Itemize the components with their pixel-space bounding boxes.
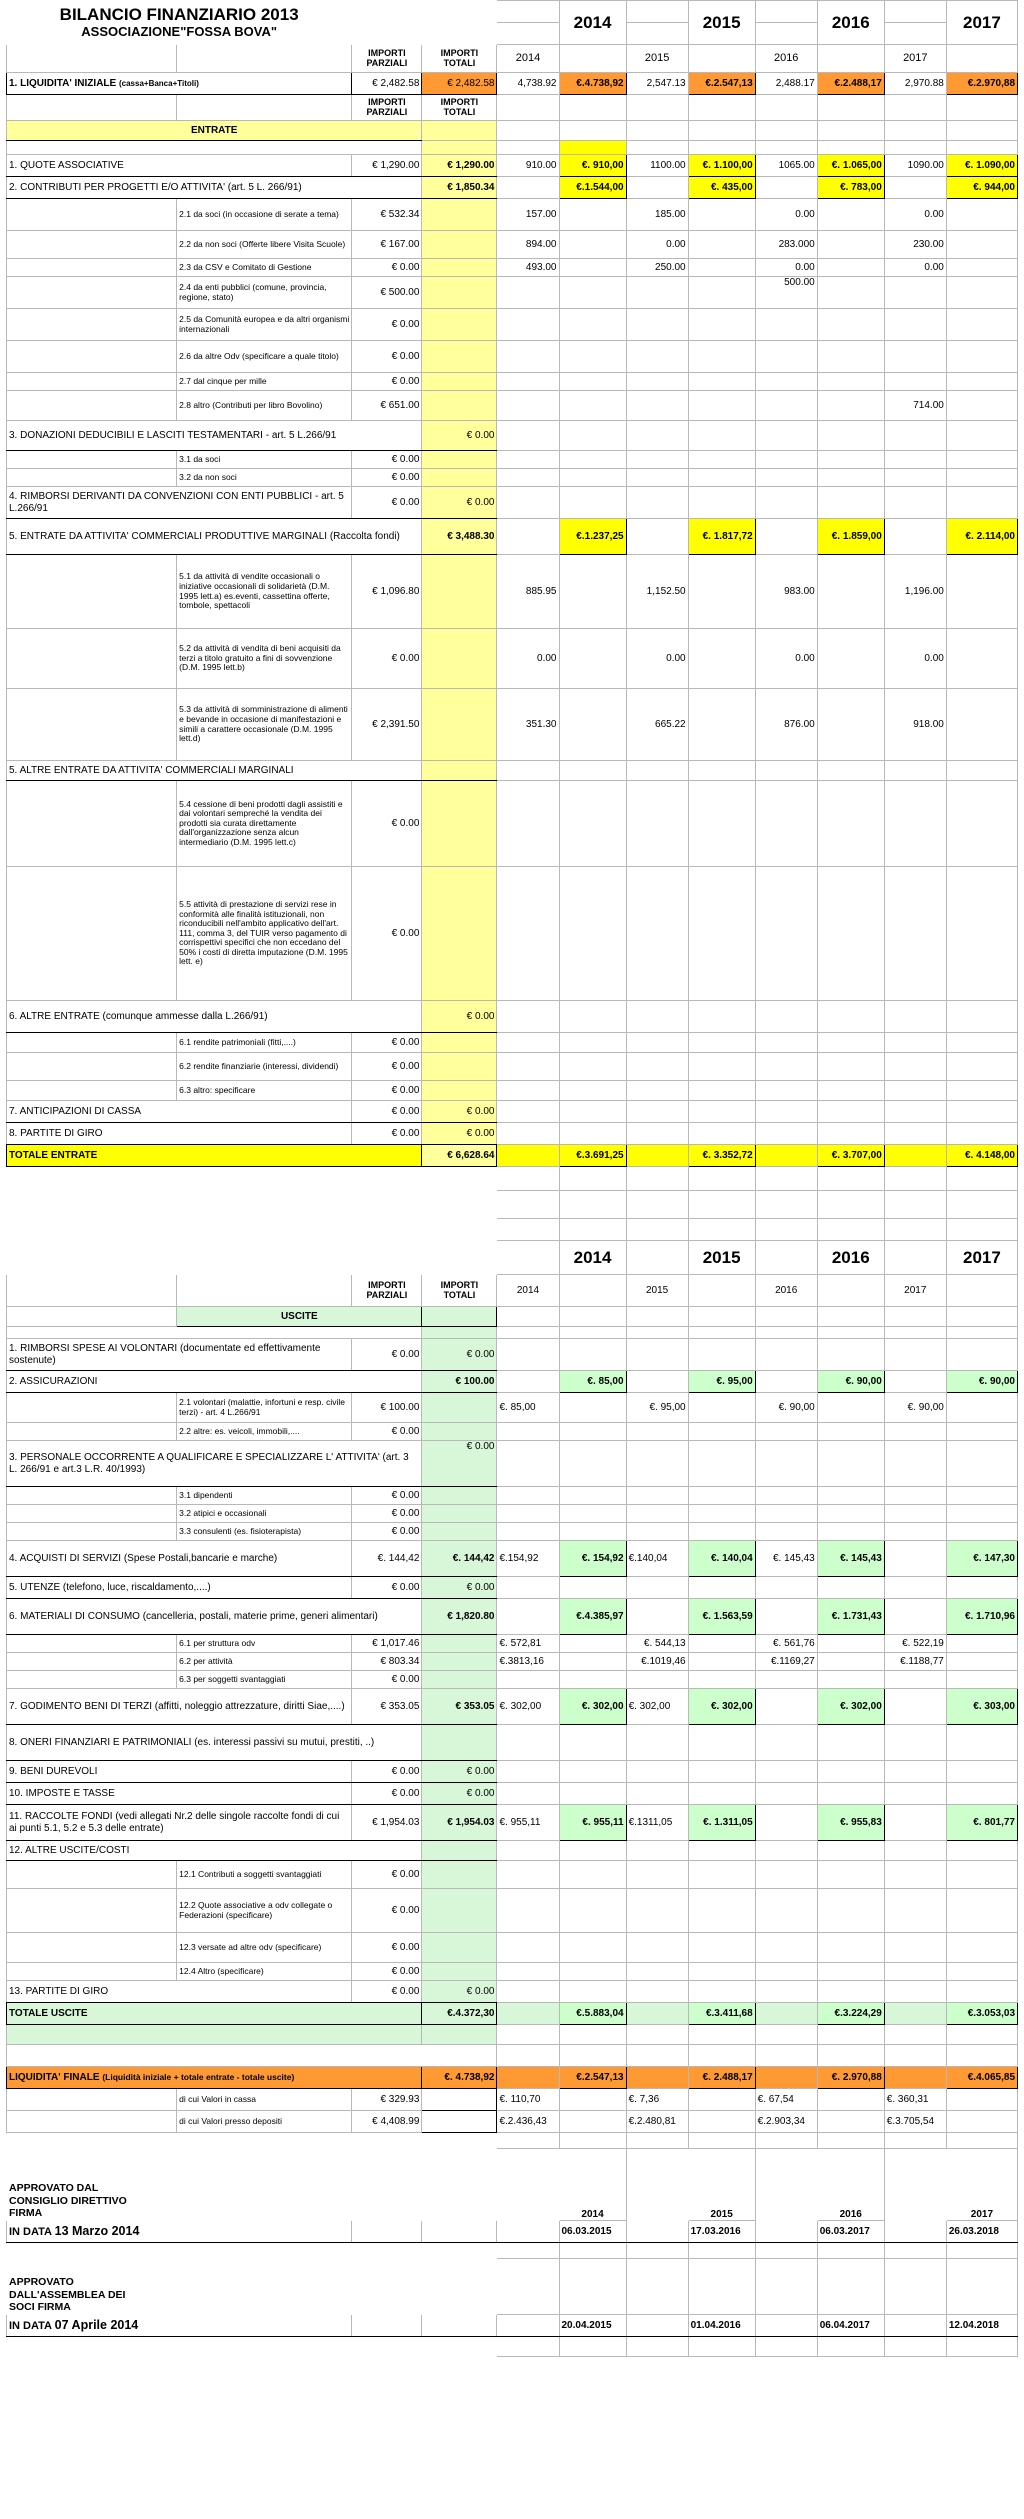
row-totale-entrate: TOTALE ENTRATE € 6,628.64 €.3.691,25 €. 3.352,72 €. 3.707,00 €. 4.148,00 xyxy=(7,1145,1018,1167)
row-u-6-3: 6.3 per soggetti svantaggiati € 0.00 xyxy=(7,1671,1018,1689)
row-5-3: 5.3 da attività di somministrazione di alimenti e bevande in occasione di manifestazioni e simili a carattere occasionale (D.M. 1995 lett.d) € 2,391.50 351.30 665.22 876.00 918.00 xyxy=(7,689,1018,761)
balance-sheet xyxy=(6,0,1018,2357)
row-2-2: 2.2 da non soci (Offerte libere Visita Scuole) € 167.00 894.00 0.00 283.000 230.00 xyxy=(7,231,1018,259)
row-acquisti-servizi: 4. ACQUISTI DI SERVIZI (Spese Postali,bancarie e marche) €. 144,42 €. 144,42 €.154,92 €. 154,92 €.140,04 €. 140,04 €. 145,43 €. 145,43 €. 147,30 xyxy=(7,1541,1018,1577)
year-header-2015: 2015 xyxy=(688,1,755,45)
row-anticipazioni: 7. ANTICIPAZIONI DI CASSA € 0.00 € 0.00 xyxy=(7,1101,1018,1123)
row-u-3-1: 3.1 dipendenti € 0.00 xyxy=(7,1487,1018,1505)
row-materiali-consumo: 6. MATERIALI DI CONSUMO (cancelleria, postali, materie prime, generi alimentari) € 1,820.80 €.4.385,97 €. 1.563,59 €. 1.731,43 €. 1.710,96 xyxy=(7,1599,1018,1635)
approval-assemblea-date: IN DATA 07 Aprile 2014 20.04.2015 01.04.2016 06.04.2017 12.04.2018 xyxy=(7,2315,1018,2337)
row-u-3-3: 3.3 consulenti (es. fisioterapista) € 0.00 xyxy=(7,1523,1018,1541)
approval-consiglio-date: IN DATA 13 Marzo 2014 06.03.2015 17.03.2016 06.03.2017 26.03.2018 xyxy=(7,2221,1018,2243)
row-beni-durevoli: 9. BENI DUREVOLI € 0.00 € 0.00 xyxy=(7,1761,1018,1783)
row-u-12-3: 12.3 versate ad altre odv (specificare) € 0.00 xyxy=(7,1933,1018,1963)
row-totale-uscite: TOTALE USCITE €.4.372,30 €.5.883,04 €.3.411,68 €.3.224,29 €.3.053,03 xyxy=(7,2003,1018,2025)
row-valori-cassa: di cui Valori in cassa € 329.93 €. 110,70 €. 7,36 €. 67,54 €. 360,31 xyxy=(7,2089,1018,2111)
document-title: BILANCIO FINANZIARIO 2013 xyxy=(59,5,299,25)
row-liquidita-iniziale: 1. LIQUIDITA' INIZIALE (cassa+Banca+Titoli) € 2,482.58 € 2,482.58 4,738.92 €.4.738,92 2,547.13 €.2.547,13 2,488.17 €.2.488,17 2,970.88 €.2.970,88 xyxy=(7,73,1018,95)
row-2-6: 2.6 da altre Odv (specificare a quale titolo) € 0.00 xyxy=(7,341,1018,373)
col-header-totali: IMPORTI TOTALI xyxy=(422,45,497,73)
row-valori-depositi: di cui Valori presso depositi € 4,408.99 €.2.436,43 €.2.480,81 €.2.903,34 €.3.705,54 xyxy=(7,2111,1018,2133)
year-header-2016: 2016 xyxy=(817,1,884,45)
row-imposte-tasse: 10. IMPOSTE E TASSE € 0.00 € 0.00 xyxy=(7,1783,1018,1805)
row-rimborsi-convenzioni: 4. RIMBORSI DERIVANTI DA CONVENZIONI CON ENTI PUBBLICI - art. 5 L.266/91 € 0.00 € 0.00 xyxy=(7,487,1018,519)
row-contributi: 2. CONTRIBUTI PER PROGETTI E/O ATTIVITA' (art. 5 L. 266/91) € 1,850.34 €.1.544,00 €. 435,00 €. 783,00 €. 944,00 xyxy=(7,177,1018,199)
row-altre-entrate: 6. ALTRE ENTRATE (comunque ammesse dalla L.266/91) € 0.00 xyxy=(7,1001,1018,1033)
row-altre-commerciali: 5. ALTRE ENTRATE DA ATTIVITA' COMMERCIALI MARGINALI xyxy=(7,761,1018,781)
row-2-3: 2.3 da CSV e Comitato di Gestione € 0.00 493.00 250.00 0.00 0.00 xyxy=(7,259,1018,277)
row-raccolte-fondi: 11. RACCOLTE FONDI (vedi allegati Nr.2 delle singole raccolte fondi di cui ai punti 5.1, 5.2 e 5.3 delle entrate) € 1,954.03 € 1,954.03 €. 955,11 €. 955,11 €.1311,05 €. 1.311,05 €. 955,83 €. 801,77 xyxy=(7,1805,1018,1841)
row-6-1: 6.1 rendite patrimoniali (fitti,....) € 0.00 xyxy=(7,1033,1018,1053)
row-u-12-4: 12.4 Altro (specificare) € 0.00 xyxy=(7,1963,1018,1981)
row-u-2-1: 2.1 volontari (malattie, infortuni e resp. civile terzi) - art. 4 L.266/91 € 100.00 €. 85,00 €. 95,00 €. 90,00 €. 90,00 xyxy=(7,1393,1018,1423)
row-u-2-2: 2.2 altre: es. veicoli, immobili,.... € 0.00 xyxy=(7,1423,1018,1441)
approval-consiglio: APPROVATO DAL CONSIGLIO DIRETTIVO FIRMA 2014 2015 2016 2017 xyxy=(7,2149,1018,2221)
row-attivita-commerciali: 5. ENTRATE DA ATTIVITA' COMMERCIALI PRODUTTIVE MARGINALI (Raccolta fondi) € 3,488.30 €.1.237,25 €. 1.817,72 €. 1.859,00 €. 2.114,00 xyxy=(7,519,1018,555)
row-rimborsi-volontari: 1. RIMBORSI SPESE AI VOLONTARI (documentate ed effettivamente sostenute) € 0.00 € 0.00 xyxy=(7,1339,1018,1371)
row-altre-uscite: 12. ALTRE USCITE/COSTI xyxy=(7,1841,1018,1861)
year-header-2014: 2014 xyxy=(559,1,626,45)
row-2-4: 2.4 da enti pubblici (comune, provincia, regione, stato) € 500.00 500.00 xyxy=(7,277,1018,309)
row-5-4: 5.4 cessione di beni prodotti dagli assistiti e dai volontari sempreché la vendita dei prodotti sia curata direttamente dall'organizzazione senza alcun intermediario (D.M. 1995 lett.c) € 0.00 xyxy=(7,781,1018,867)
row-5-1: 5.1 da attività di vendite occasionali o iniziative occasionali di solidarietà (D.M. 1995 lett.a) es.eventi, cassettina offerte, tombole, spettacoli € 1,096.80 885.95 1,152.50 983.00 1,196.00 xyxy=(7,555,1018,629)
section-uscite: USCITE xyxy=(177,1307,422,1327)
row-2-7: 2.7 dal cinque per mille € 0.00 xyxy=(7,373,1018,391)
year-header-uscite-2015: 2015 xyxy=(688,1241,755,1275)
col-header-parziali: IMPORTI PARZIALI xyxy=(352,45,422,73)
row-3-1: 3.1 da soci € 0.00 xyxy=(7,451,1018,469)
approval-assemblea: APPROVATO DALL'ASSEMBLEA DEI SOCI FIRMA xyxy=(7,2259,1018,2315)
row-u-6-2: 6.2 per attività € 803.34 €.3813,16 €.1019,46 €.1169,27 €.1188,77 xyxy=(7,1653,1018,1671)
row-utenze: 5. UTENZE (telefono, luce, riscaldamento,....) € 0.00 € 0.00 xyxy=(7,1577,1018,1599)
association-name: ASSOCIAZIONE"FOSSA BOVA" xyxy=(81,23,278,39)
row-personale: 3. PERSONALE OCCORRENTE A QUALIFICARE E SPECIALIZZARE L' ATTIVITA' (art. 3 L. 266/91 e art.3 L.R. 40/1993) € 0.00 xyxy=(7,1441,1018,1487)
row-u-6-1: 6.1 per struttura odv € 1,017.46 €. 572,81 €. 544,13 €. 561,76 €. 522,19 xyxy=(7,1635,1018,1653)
year-header-uscite-2014: 2014 xyxy=(559,1241,626,1275)
row-donazioni: 3. DONAZIONI DEDUCIBILI E LASCITI TESTAMENTARI - art. 5 L.266/91 € 0.00 xyxy=(7,421,1018,451)
row-2-1: 2.1 da soci (in occasione di serate a tema) € 532.34 157.00 185.00 0.00 0.00 xyxy=(7,199,1018,231)
row-oneri-finanziari: 8. ONERI FINANZIARI E PATRIMONIALI (es. interessi passivi su mutui, prestiti, ..) xyxy=(7,1725,1018,1761)
row-quote-associative: 1. QUOTE ASSOCIATIVE € 1,290.00 € 1,290.00 910.00 €. 910,00 1100.00 €. 1.100,00 1065.00 €. 1.065,00 1090.00 €. 1.090,00 xyxy=(7,155,1018,177)
row-6-3: 6.3 altro: specificare € 0.00 xyxy=(7,1081,1018,1101)
year-header-uscite-2017: 2017 xyxy=(946,1241,1017,1275)
row-godimento-beni: 7. GODIMENTO BENI DI TERZI (affitti, noleggio attrezzature, diritti Siae,....) € 353.05 € 353.05 €. 302,00 €. 302,00 €. 302,00 €. 302,00 €. 302,00 €. 303,00 xyxy=(7,1689,1018,1725)
row-3-2: 3.2 da non soci € 0.00 xyxy=(7,469,1018,487)
row-2-8: 2.8 altro (Contributi per libro Bovolino) € 651.00 714.00 xyxy=(7,391,1018,421)
balance-table: BILANCIO FINANZIARIO 2013 ASSOCIAZIONE"FOSSA BOVA" 2014 2015 2016 2017 IMPORTI PARZIALI IMPORTI TOTALI 2014 2015 2016 2017 1. LIQUIDITA' INIZIALE (cassa+Banca+Titoli) € 2,482.58 € 2,482.58 4,738.92 €.4.738,92 2,547.13 €.2.547,13 2,488.17 €.2.488,17 2,970.88 €.2.970,88 IMPORTI PARZIALI IMPORTI TOTALI ENTRATE 1. QUOTE ASSOCIATIVE € 1,290.00 € 1,290.00 910.00 €. 910,00 1100.00 €. 1.100,00 1065.00 €. 1.065,00 1090.00 €. 1.090,00 2. CONTRIBUTI PER PROGETTI E/O ATTIVITA' (art. 5 L. 266/91) € 1,850.34 €.1.544,00 €. 435,00 €. 783,00 €. 944,00 2.1 da soci (in occasione di serate a tema) € 532.34 157.00 185.00 0.00 0.00 2.2 da non soci (Offerte libere Visita Scuole) € 167.00 894.00 0.00 283.000 230.00 2.3 da CSV e Comitato di Gestione € 0.00 493.00 250.00 0.00 0.00 2.4 da enti pubblici (comune, provincia, regione, stato) € 500.00 500.00 2.5 da Comunità europea e da altri organismi internazionali € 0.00 2.6 da altre Odv (specificare a quale titolo) € 0.00 2.7 dal cinque per mille € 0.00 2.8 altro (Contributi per libro Bovolino) € 651.00 714.00 3. DONAZIONI DEDUCIBILI E LASCITI TESTAMENTARI - art. 5 L.266/91 € 0.00 3.1 da soci € 0.00 3.2 da non soci € 0.00 4. RIMBORSI DERIVANTI DA CONVENZIONI CON ENTI PUBBLICI - art. 5 L.266/91 € 0.00 € 0.00 5. ENTRATE DA ATTIVITA' COMMERCIALI PRODUTTIVE MARGINALI (Raccolta fondi) € 3,488.30 €.1.237,25 €. 1.817,72 €. 1.859,00 €. 2.114,00 5.1 da attività di vendite occasionali o iniziative occasionali di solidarietà (D.M. 1995 lett.a) es.eventi, cassettina offerte, tombole, spettacoli € 1,096.80 885.95 1,152.50 983.00 1,196.00 5.2 da attività di vendita di beni acquisiti da terzi a titolo gratuito a fini di sovvenzione (D.M. 1995 lett.b) € 0.00 0.00 0.00 0.00 0.00 5.3 da attività di somministrazione di alimenti e bevande in occasione di manifestazioni e simili a carattere occasionale (D.M. 1995 lett.d) € 2,391.50 351.30 665.22 876.00 918.00 5. ALTRE ENTRATE DA ATTIVITA' COMMERCIALI MARGINALI 5.4 cessione di beni prodotti dagli assistiti e dai volontari sempreché la vendita dei prodotti sia curata direttamente dall'organizzazione senza alcun intermediario (D.M. 1995 lett.c) € 0.00 5.5 attività di prestazione di servizi rese in conformità alle finalità istituzionali, non riconducibili nell'ambito applicativo dell'art. 111, comma 3, del TUIR verso pagamento di corrispettivi specifici che non eccedano del 50% i costi di diretta imputazione (D.M. 1995 lett. e) € 0.00 6. ALTRE ENTRATE (comunque ammesse dalla L.266/91) € 0.00 6.1 rendite patrimoniali (fitti,....) € 0.00 6.2 rendite finanziarie (interessi, dividendi) € 0.00 6.3 altro: specificare € 0.00 7. ANTICIPAZIONI DI CASSA € 0.00 € 0.00 8. PARTITE DI GIRO € 0.00 € 0.00 TOTALE ENTRATE € 6,628.64 €.3.691,25 €. 3.352,72 €. 3.707,00 €. 4.148,00 2014 2015 2016 2017 IMPORTI PARZIALI IMPORTI TOTALI 2014 2015 2016 2017 USCITE 1. RIMBORSI SPESE AI VOLONTARI (documentate ed effettivamente sostenute) € 0.00 € 0.00 2. ASSICURAZIONI € 100.00 €. 85,00 €. 95,00 €. 90,00 €. 90,00 2.1 volontari (malattie, infortuni e resp. civile terzi) - art. 4 L.266/91 € 100.00 €. 85,00 €. 95,00 €. 90,00 €. 90,00 2.2 altre: es. veicoli, immobili,.... € 0.00 3. PERSONALE OCCORRENTE A QUALIFICARE E SPECIALIZZARE L' ATTIVITA' (art. 3 L. 266/91 e art.3 L.R. 40/1993) € 0.00 3.1 dipendenti € 0.00 3.2 atipici e occasionali € 0.00 3.3 consulenti (es. fisioterapista) € 0.00 4. ACQUISTI DI SERVIZI (Spese Postali,bancarie e marche) €. 144,42 €. 144,42 €.154,92 €. 154,92 €.140,04 €. 140,04 €. 145,43 €. 145,43 €. 147,30 5. UTENZE (telefono, luce, riscaldamento,....) € 0.00 € 0.00 6. MATERIALI DI CONSUMO (cancelleria, postali, materie prime, generi alimentari) € 1,820.80 €.4.385,97 €. 1.563,59 €. 1.731,43 €. 1.710,96 6.1 per struttura odv € 1,017.46 €. 572,81 €. 544,13 €. 561,76 €. 522,19 6.2 per attività € 803.34 €.3813,16 €.1019,46 €.1169,27 €.1188,77 6.3 per soggetti svantaggiati € 0.00 7. GODIMENTO BENI DI TERZI (affitti, noleggio attrezzature, diritti Siae,....) € 353.05 € 353.05 €. 302,00 €. 302,00 €. 302,00 €. 302,00 €. 302,00 €. 303,00 8. ONERI FINANZIARI E PATRIMONIALI (es. interessi passivi su mutui, prestiti, ..) 9. BENI DUREVOLI € 0.00 € 0.00 10. IMPOSTE E TASSE € 0.00 € 0.00 11. RACCOLTE FONDI (vedi allegati Nr.2 delle singole raccolte fondi di cui ai punti 5.1, 5.2 e 5.3 delle entrate) € 1,954.03 € 1,954.03 €. 955,11 €. 955,11 €.1311,05 €. 1.311,05 €. 955,83 €. 801,77 12. ALTRE USCITE/COSTI 12.1 Contributi a soggetti svantaggiati € 0.00 12.2 Quote associative a odv collegate o Federazioni (specificare) € 0.00 12.3 versate ad altre odv (specificare) € 0.00 12.4 Altro (specificare) € 0.00 13. PARTITE DI GIRO € 0.00 € 0.00 TOTALE USCITE €.4.372,30 €.5.883,04 €.3.411,68 €.3.224,29 €.3.053,03 LIQUIDITA' FINALE (Liquidità iniziale + totale entrate - totale uscite) €. 4.738,92 €.2.547,13 €. 2.488,17 €. 2.970,88 €.4.065,85 di cui Valori in cassa € 329.93 €. 110,70 €. 7,36 €. 67,54 €. 360,31 di cui Valori presso depositi € 4,408.99 €.2.436,43 €.2.480,81 €.2.903,34 €.3.705,54 APPROVATO DAL CONSIGLIO DIRETTIVO FIRMA 2014 2015 2016 2017 IN DATA 13 Marzo 2014 06.03.2015 17.03.2016 06.03.2017 26.03.2018 APPROVATO DALL'ASSEMBLEA DEI SOCI FIRMA IN DATA 07 Aprile 2014 20.04.2015 01.04.2016 06.04.2017 12.04.2018 xyxy=(6,0,1018,2357)
row-partite-giro-uscite: 13. PARTITE DI GIRO € 0.00 € 0.00 xyxy=(7,1981,1018,2003)
row-liquidita-finale: LIQUIDITA' FINALE (Liquidità iniziale + totale entrate - totale uscite) €. 4.738,92 €.2.547,13 €. 2.488,17 €. 2.970,88 €.4.065,85 xyxy=(7,2067,1018,2089)
row-2-5: 2.5 da Comunità europea e da altri organismi internazionali € 0.00 xyxy=(7,309,1018,341)
year-header-2017: 2017 xyxy=(946,1,1017,45)
row-6-2: 6.2 rendite finanziarie (interessi, dividendi) € 0.00 xyxy=(7,1053,1018,1081)
year-header-uscite-2016: 2016 xyxy=(817,1241,884,1275)
row-assicurazioni: 2. ASSICURAZIONI € 100.00 €. 85,00 €. 95,00 €. 90,00 €. 90,00 xyxy=(7,1371,1018,1393)
row-u-12-1: 12.1 Contributi a soggetti svantaggiati € 0.00 xyxy=(7,1861,1018,1889)
section-entrate: ENTRATE xyxy=(7,121,422,141)
title-block xyxy=(7,1,352,45)
row-u-12-2: 12.2 Quote associative a odv collegate o Federazioni (specificare) € 0.00 xyxy=(7,1889,1018,1933)
row-partite-giro-entrate: 8. PARTITE DI GIRO € 0.00 € 0.00 xyxy=(7,1123,1018,1145)
row-5-5: 5.5 attività di prestazione di servizi rese in conformità alle finalità istituzionali, non riconducibili nell'ambito applicativo dell'art. 111, comma 3, del TUIR verso pagamento di corrispettivi specifici che non eccedano del 50% i costi di diretta imputazione (D.M. 1995 lett. e) € 0.00 xyxy=(7,867,1018,1001)
row-u-3-2: 3.2 atipici e occasionali € 0.00 xyxy=(7,1505,1018,1523)
row-5-2: 5.2 da attività di vendita di beni acquisiti da terzi a titolo gratuito a fini di sovvenzione (D.M. 1995 lett.b) € 0.00 0.00 0.00 0.00 0.00 xyxy=(7,629,1018,689)
